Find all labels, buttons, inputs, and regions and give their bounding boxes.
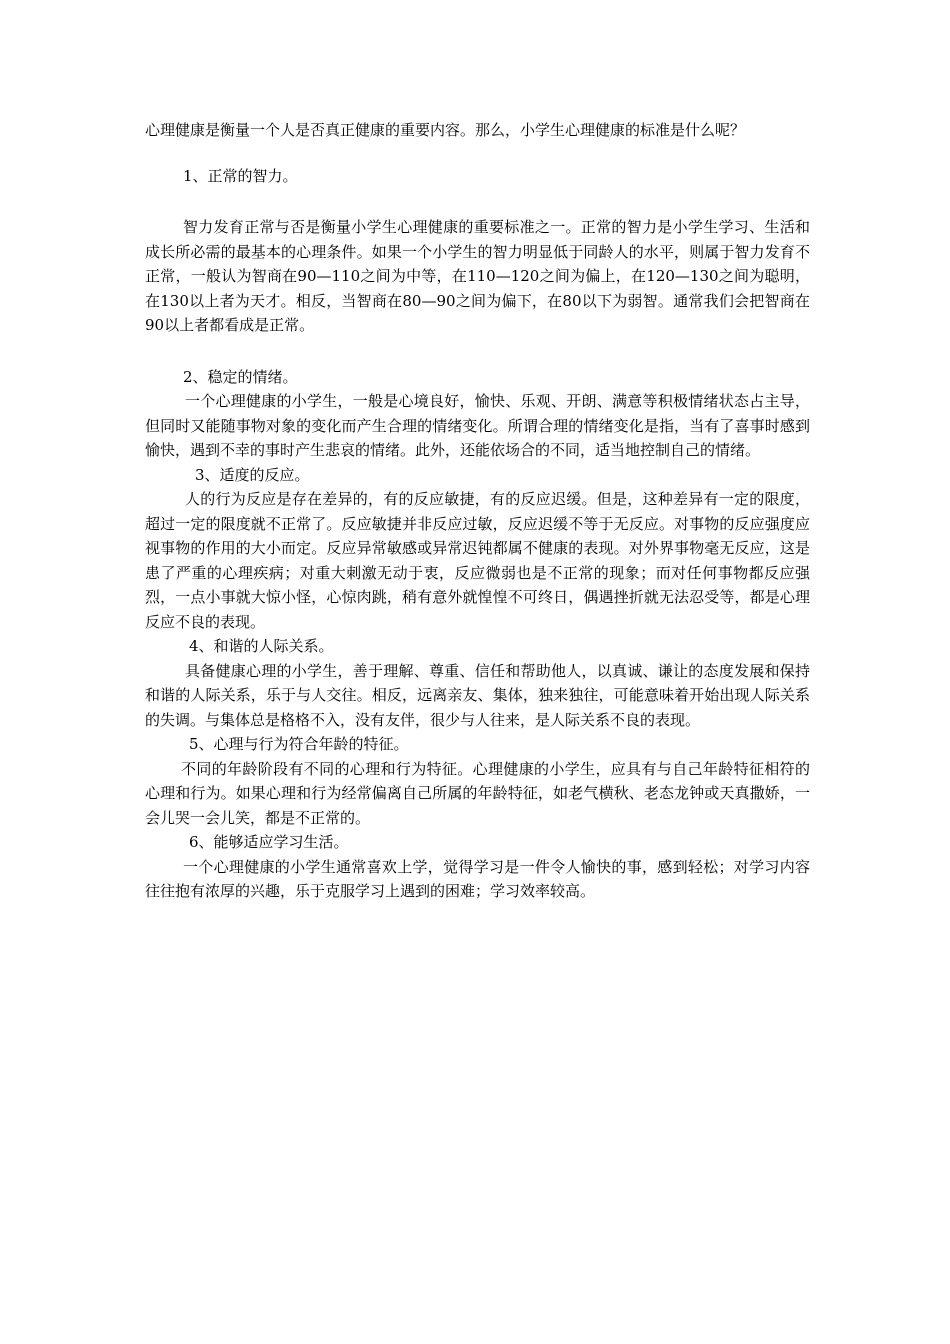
section-5-body: 不同的年龄阶段有不同的心理和行为特征。心理健康的小学生，应具有与自己年龄特征相符的心理和行为。如果心理和行为经常偏离自己所属的年龄特征，如老气横秋、老态龙钟或天真撒娇，一会儿哭一会儿笑，都是不正常的。 <box>145 759 810 827</box>
section-1-body: 智力发育正常与否是衡量小学生心理健康的重要标准之一。正常的智力是小学生学习、生活和成长所必需的最基本的心理条件。如果一个小学生的智力明显低于同龄人的水平，则属于智力发育不正常，一般认为智商在90—110之间为中等，在110—120之间为偏上，在120—130之间为聪明，在130以上者为天才。相反，当智商在80—90之间为偏下，在80以下为弱智。通常我们会把智商在90以上者都看成是正常。 <box>145 218 810 334</box>
section-2-body: 一个心理健康的小学生，一般是心境良好，愉快、乐观、开朗、满意等积极情绪状态占主导，但同时又能随事物对象的变化而产生合理的情绪变化。所谓合理的情绪变化是指，当有了喜事时感到愉快，遇到不幸的事时产生悲哀的情绪。此外，还能依场合的不同，适当地控制自己的情绪。 <box>145 392 810 459</box>
document-page <box>145 118 810 904</box>
section-4-body: 具备健康心理的小学生，善于理解、尊重、信任和帮助他人，以真诚、谦让的态度发展和保持和谐的人际关系，乐于与人交往。相反，远离亲友、集体，独来独往，可能意味着开始出现人际关系的失调。与集体总是格格不入，没有友伴，很少与人往来，是人际关系不良的表现。 <box>145 661 810 729</box>
section-6-heading: 6、能够适应学习生活。 <box>189 833 349 851</box>
section-3-heading: 3、适度的反应。 <box>195 465 310 484</box>
section-6-body: 一个心理健康的小学生通常喜欢上学，觉得学习是一件令人愉快的事，感到轻松；对学习内容往往抱有浓厚的兴趣，乐于克服学习上遇到的困难；学习效率较高。 <box>145 857 810 900</box>
section-4-heading: 4、和谐的人际关系。 <box>189 637 334 655</box>
section-3-body: 人的行为反应是存在差异的，有的反应敏捷，有的反应迟缓。但是，这种差异有一定的限度，超过一定的限度就不正常了。反应敏捷并非反应过敏，反应迟缓不等于无反应。对事物的反应强度应视事物的作用的大小而定。反应异常敏感或异常迟钝都属不健康的表现。对外界事物毫无反应，这是患了严重的心理疾病；对重大刺激无动于衷，反应微弱也是不正常的现象；而对任何事物都反应强烈，一点小事就大惊小怪，心惊肉跳，稍有意外就惶惶不可终日，偶遇挫折就无法忍受等，都是心理反应不良的表现。 <box>145 490 810 631</box>
intro-paragraph: 心理健康是衡量一个人是否真正健康的重要内容。那么，小学生心理健康的标准是什么呢？ <box>145 121 746 139</box>
section-2-heading: 2、稳定的情绪。 <box>183 367 298 386</box>
section-5-heading: 5、心理与行为符合年龄的特征。 <box>189 735 409 753</box>
section-1-heading: 1、正常的智力。 <box>183 166 298 185</box>
